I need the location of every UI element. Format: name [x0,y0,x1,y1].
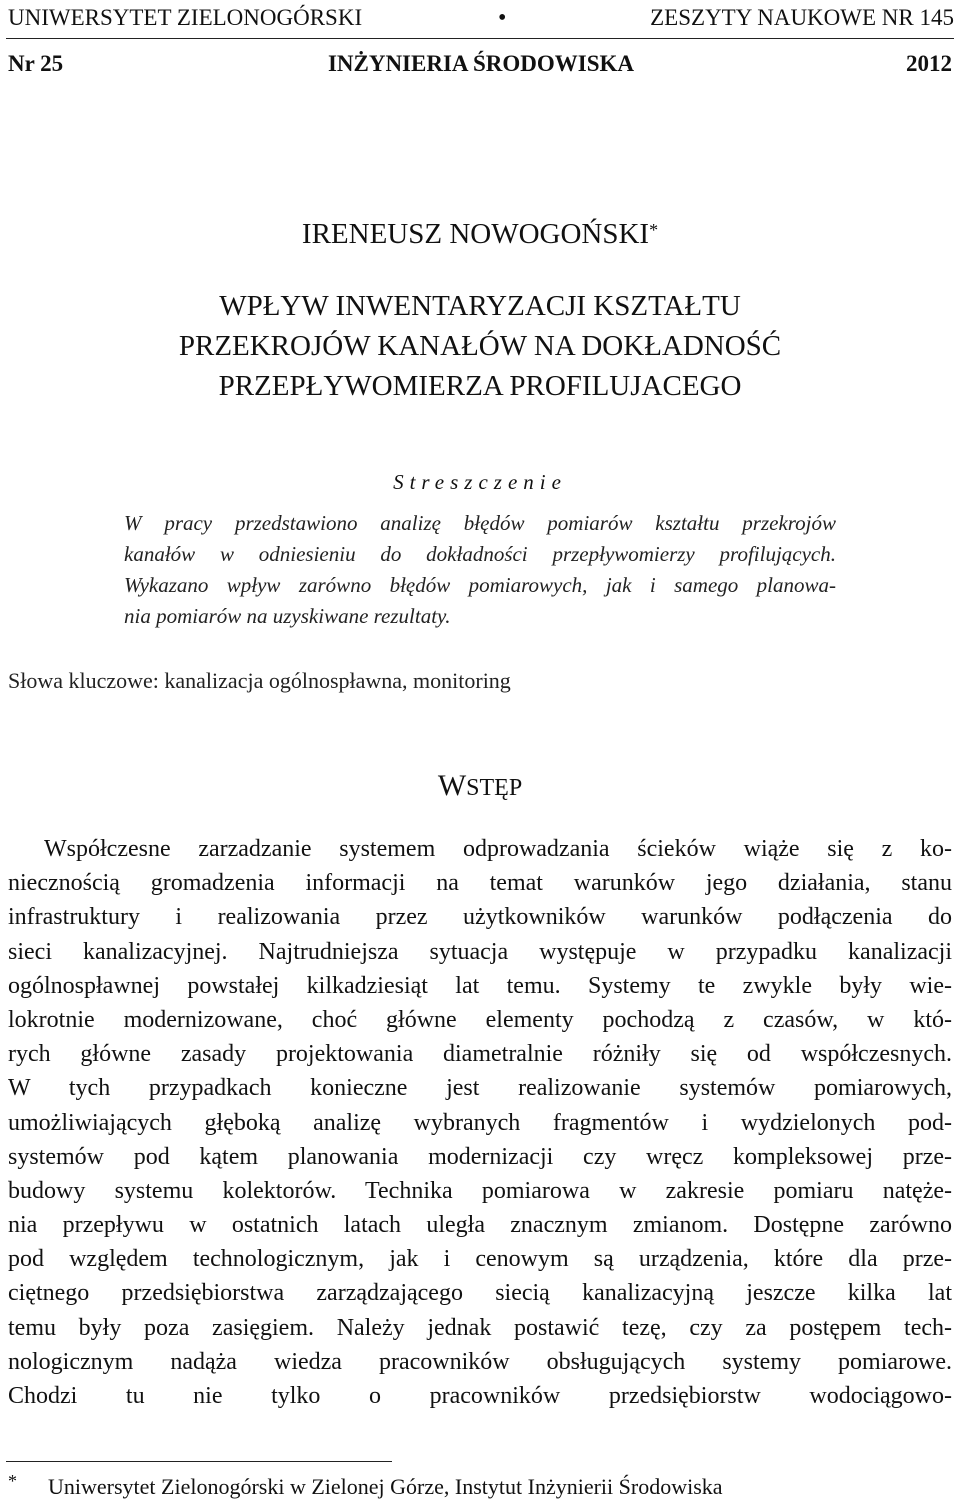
body-line: Współczesne zarzadzanie systemem odprowadzania ścieków wiąże się z ko- [44,836,952,862]
title-line: PRZEKROJÓW KANAŁÓW NA DOKŁADNOŚĆ [178,330,782,362]
footnote-mark: * [8,1471,17,1491]
body-line: ogólnospławnej powstałej kilkadziesiąt lat temu. Systemy te zwykle były wie- [8,972,952,999]
body-line: sieci kanalizacyjnej. Najtrudniejsza sytuacja występuje w przypadku kanalizacji [8,938,952,965]
abstract-line: kanałów w odniesieniu do dokładności przepływomierzy profilujących. [124,542,836,566]
author [0,215,960,253]
body-line: pod względem technologicznym, jak i cenowym są urządzenia, które dla prze- [8,1246,952,1273]
title-line: PRZEPŁYWOMIERZA PROFILUJACEGO [218,370,742,402]
paper-title [0,286,960,406]
section-heading-rest: STĘP [466,775,523,801]
body-line: nologicznym nadąża wiedza pracowników obsługujących systemy pomiarowe. [8,1348,952,1375]
section-heading [0,770,960,804]
header-bullet: • [498,5,507,31]
author-name: IRENEUSZ NOWOGOŃSKI [301,218,650,250]
body-line: ciętnego przedsiębiorstwa zarządzającego siecią kanalizacyjną jeszcze kilka lat [8,1280,952,1307]
abstract [124,508,836,632]
header-year: 2012 [906,51,952,76]
abstract-line: nia pomiarów na uzyskiwane rezultaty. [124,604,451,628]
body-line: systemów pod kątem planowania modernizacji czy wręcz kompleksowej prze- [8,1143,952,1170]
header-rule [6,38,954,39]
running-header-top [8,4,954,32]
footnote-rule [6,1461,392,1462]
body-text [8,832,952,1413]
author-footnote-mark: * [649,220,659,240]
body-line: W tych przypadkach konieczne jest realizowanie systemów pomiarowych, [8,1075,952,1102]
body-line: infrastruktury i realizowania przez użytkowników warunków podłączenia do [8,904,952,931]
section-heading-initial: W [437,769,467,802]
body-line: lokrotnie modernizowane, choć główne elementy pochodzą z czasów, w któ- [8,1006,952,1033]
abstract-line: W pracy przedstawiono analizę błędów pomiarów kształtu przekrojów [124,511,836,535]
running-header-bottom [8,50,954,80]
header-number: Nr 25 [8,51,64,76]
abstract-heading: Streszczenie [393,470,567,494]
body-line: nia przepływu w ostatnich latach uległa znacznym zmianom. Dostępne zarówno [8,1212,952,1239]
body-line: budowy systemu kolektorów. Technika pomiarowa w zakresie pomiaru natęże- [8,1177,952,1204]
body-line: Chodzi tu nie tylko o pracowników przedsiębiorstw wodociągowo- [8,1383,952,1409]
body-line: niecznością gromadzenia informacji na temat warunków jego działania, stanu [8,870,952,897]
body-line: umożliwiających głęboką analizę wybranych fragmentów i wydzielonych pod- [8,1109,952,1136]
body-line: rych główne zasady projektowania diametralnie różniły się od współczesnych. [8,1041,952,1068]
keywords: Słowa kluczowe: kanalizacja ogólnospławna, monitoring [8,668,511,693]
title-line: WPŁYW INWENTARYZACJI KSZTAŁTU [219,290,741,322]
header-series: ZESZYTY NAUKOWE NR 145 [650,5,954,30]
header-university: UNIWERSYTET ZIELONOGÓRSKI [8,5,363,30]
body-line: temu były poza zasięgiem. Należy jednak postawić tezę, czy za postępem tech- [8,1314,952,1341]
header-discipline: INŻYNIERIA ŚRODOWISKA [327,51,635,76]
abstract-line: Wykazano wpływ zarówno błędów pomiarowych, jak i samego planowa- [124,573,836,597]
footnote-text: Uniwersytet Zielonogórski w Zielonej Górze, Instytut Inżynierii Środowiska [48,1474,723,1499]
